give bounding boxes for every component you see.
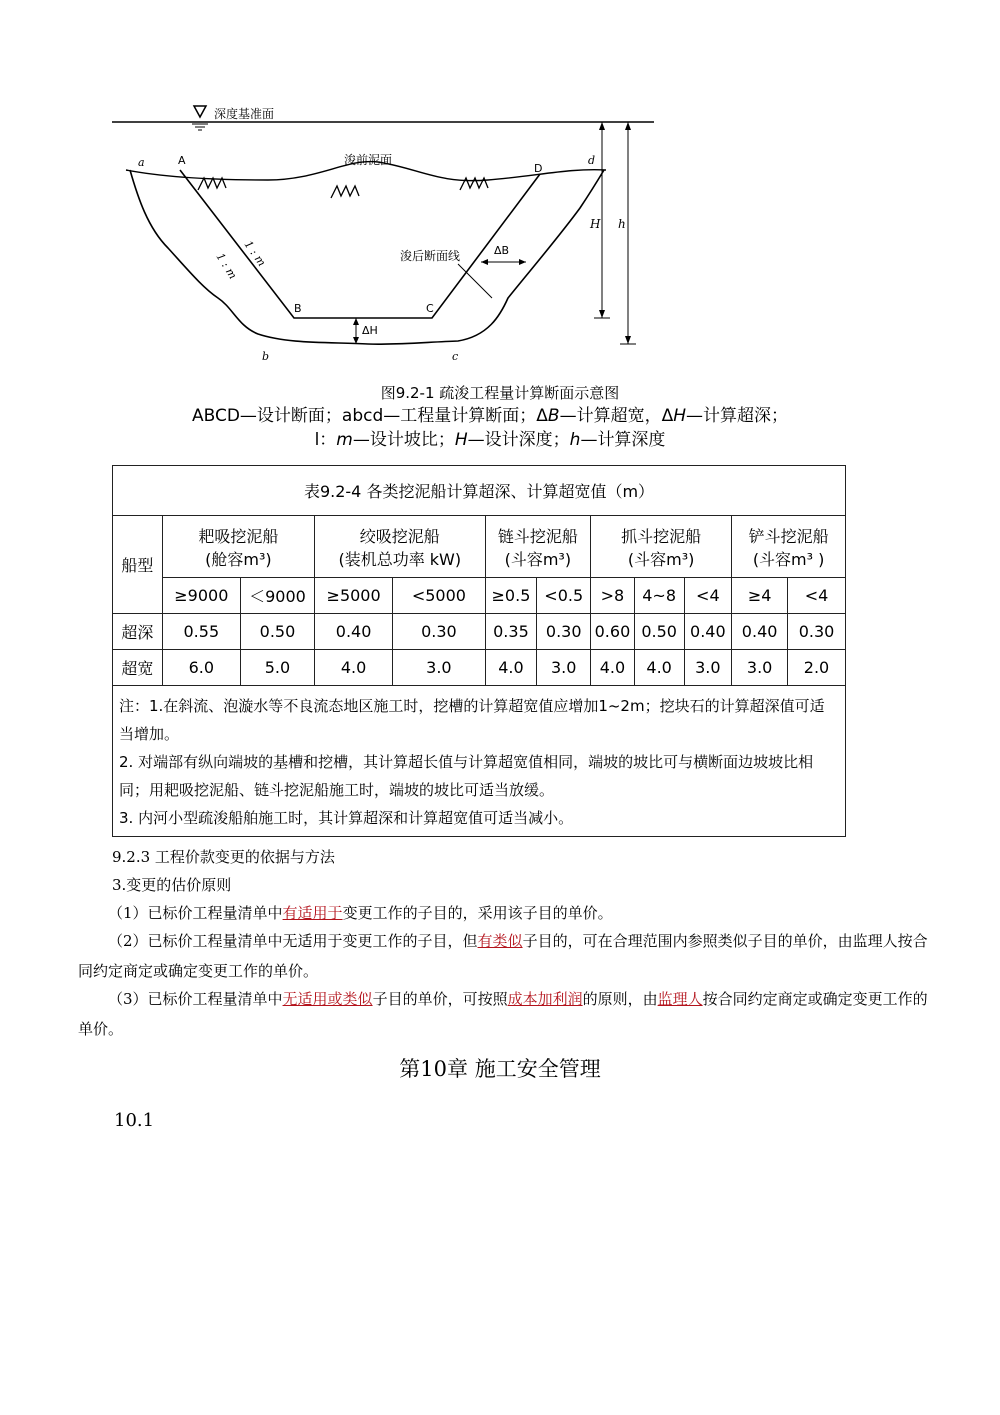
svg-text:a: a (138, 156, 145, 169)
dredging-section-diagram (108, 98, 668, 370)
condition-cell: ≥9000 (162, 578, 240, 614)
table-notes (113, 686, 846, 837)
group-header: 抓斗挖泥船 (斗容m³) (591, 516, 732, 578)
figure-legend-line1: ABCD—设计断面；abcd—工程量计算断面；ΔB—计算超宽，ΔH—计算超深； (191, 406, 789, 426)
row-header-ship-type: 船型 (113, 516, 163, 614)
figure-caption: 图9.2-1 疏浚工程量计算断面示意图 (380, 384, 620, 402)
note-3: 3. 内河小型疏浚船舶施工时，其计算超深和计算超宽值可适当减小。 (119, 809, 574, 827)
paragraph-1: （1）已标价工程量清单中有适用于变更工作的子目的，采用该子目的单价。 (108, 904, 613, 922)
table-row: 超深 0.55 0.50 0.40 0.30 0.35 0.30 0.60 0.50 0.40 0.40 0.30 (113, 614, 846, 650)
slope-label-2: 1 : m (213, 250, 240, 282)
post-section-label: 浚后断面线 (400, 249, 461, 263)
water-level-symbol (194, 106, 206, 117)
condition-cell: <4 (684, 578, 732, 614)
condition-cell: <4 (788, 578, 846, 614)
chapter-title: 第10章 施工安全管理 (399, 1057, 601, 1081)
group-header: 链斗挖泥船 (斗容m³) (485, 516, 591, 578)
section-number: 10.1 (114, 1110, 155, 1131)
table-row: 超宽 6.0 5.0 4.0 3.0 4.0 3.0 4.0 4.0 3.0 3.0 2.0 (113, 650, 846, 686)
note-2: 2. 对端部有纵向端坡的基槽和挖槽，其计算超长值与计算超宽值相同，端坡的坡比可与横断面边坡坡比相同；用耙吸挖泥船、链斗挖泥船施工时，端坡的坡比可适当放缓。 (119, 753, 814, 799)
svg-text:D: D (534, 162, 543, 175)
condition-cell: ≥4 (732, 578, 788, 614)
paragraph-3: （3）已标价工程量清单中无适用或类似子目的单价，可按照成本加利润的原则，由监理人按合同约定商定或确定变更工作的单价。 (78, 990, 928, 1038)
group-header: 耙吸挖泥船 (舱容m³) (162, 516, 314, 578)
svg-text:d: d (588, 154, 596, 167)
condition-cell: ≥5000 (315, 578, 393, 614)
ground-hatch (198, 178, 488, 198)
table-title: 表9.2-4 各类挖泥船计算超深、计算超宽值（m） (113, 466, 846, 516)
condition-cell: <5000 (393, 578, 485, 614)
svg-text:C: C (426, 302, 434, 315)
svg-text:B: B (294, 302, 302, 315)
heading-9-2-3: 9.2.3 工程价款变更的依据与方法 (112, 848, 335, 866)
delta-h-label: ΔH (362, 324, 378, 337)
overdepth-overwidth-table (112, 465, 846, 837)
svg-text:A: A (178, 154, 186, 167)
slope-label-1: 1 : m (241, 238, 269, 269)
svg-text:c: c (452, 350, 459, 363)
condition-cell: 4~8 (634, 578, 684, 614)
condition-cell: <0.5 (537, 578, 591, 614)
delta-b-label: ΔB (494, 244, 510, 257)
h-design-label: H (590, 217, 601, 231)
condition-cell: >8 (591, 578, 635, 614)
design-section (180, 170, 540, 318)
paragraph-2: （2）已标价工程量清单中无适用于变更工作的子目，但有类似子目的，可在合理范围内参照类似子目的单价，由监理人按合同约定商定或确定变更工作的单价。 (78, 932, 928, 980)
group-header: 铲斗挖泥船 (斗容m³ ) (732, 516, 846, 578)
h-calc-label: h (618, 217, 626, 231)
pre-mud-label: 浚前泥面 (344, 153, 393, 167)
datum-label: 深度基准面 (214, 107, 275, 121)
heading-estimation-principle: 3.变更的估价原则 (112, 876, 232, 894)
figure-legend-line2: l：m—设计坡比；H—设计深度；h—计算深度 (314, 430, 666, 450)
svg-text:b: b (262, 350, 270, 363)
condition-cell: ＜9000 (240, 578, 314, 614)
note-1: 注：1.在斜流、泡漩水等不良流态地区施工时，挖槽的计算超宽值应增加1~2m；挖块石的计算超深值可适当增加。 (119, 697, 825, 743)
condition-cell: ≥0.5 (485, 578, 537, 614)
group-header: 绞吸挖泥船 (装机总功率 kW) (315, 516, 486, 578)
